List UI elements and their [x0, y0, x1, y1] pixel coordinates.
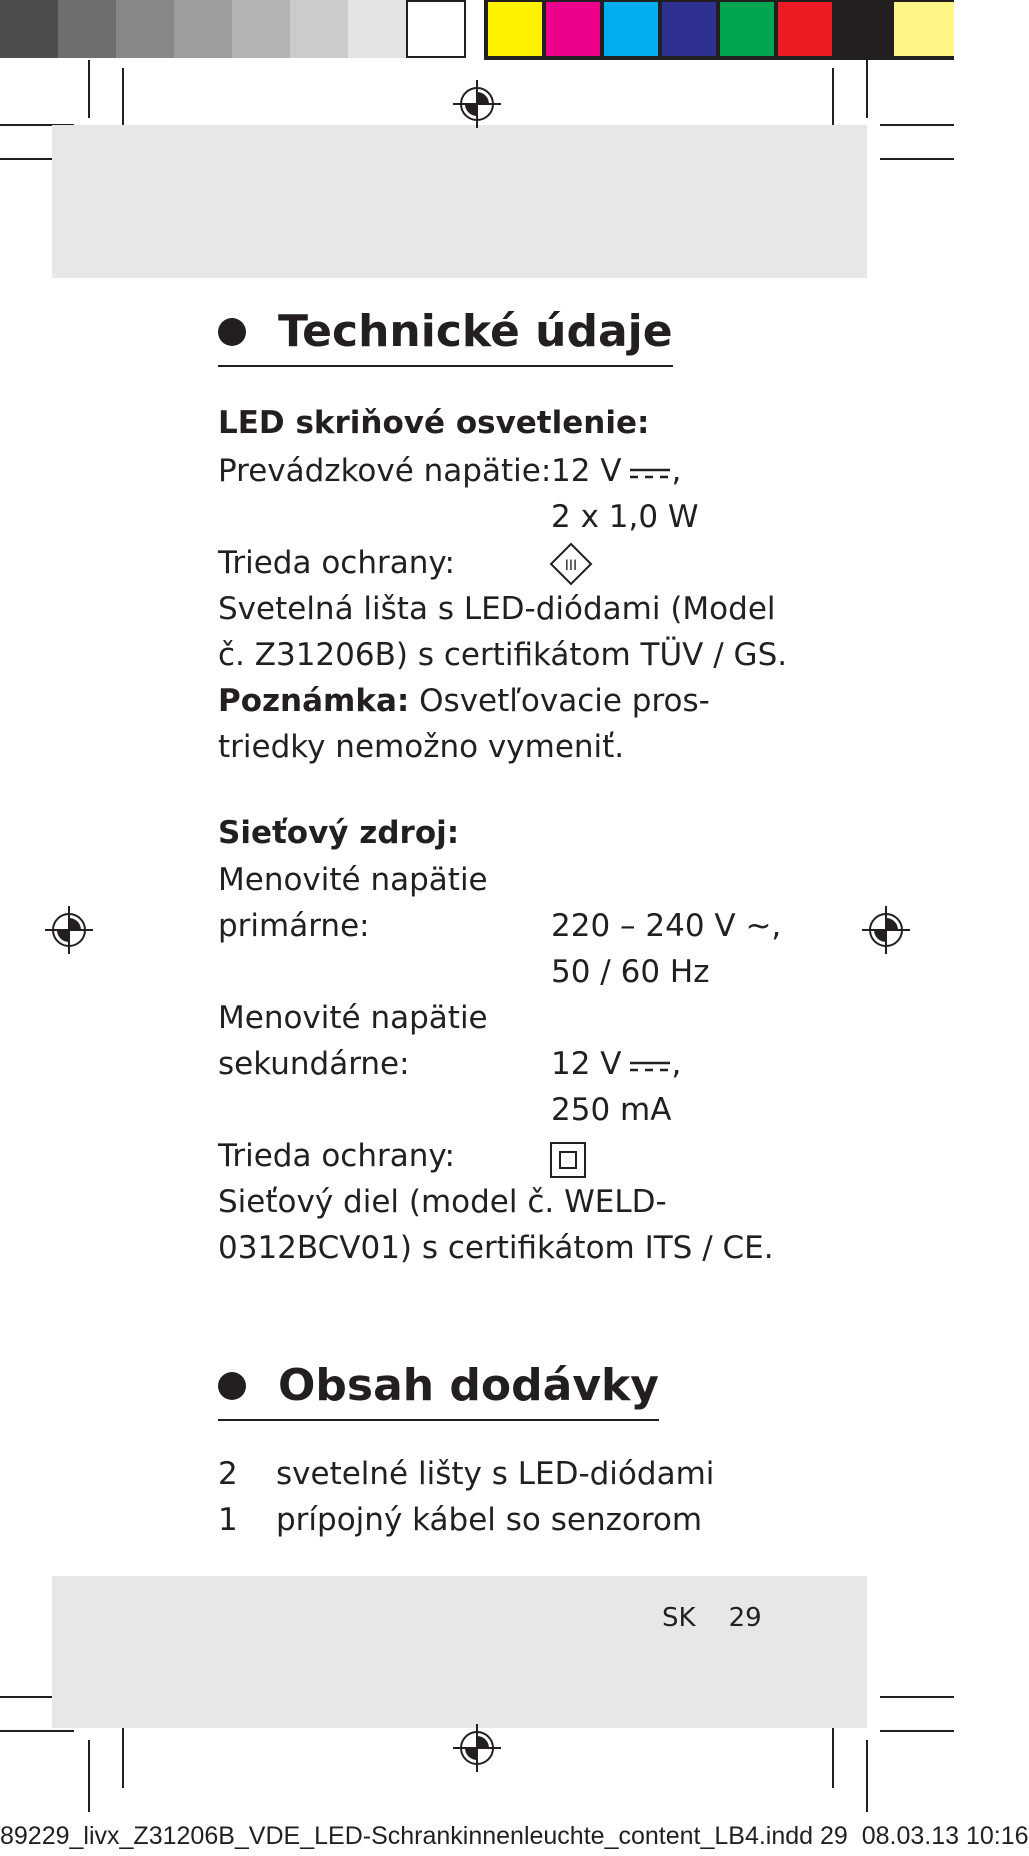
crop-mark: [0, 1730, 74, 1732]
secondary-value-line2: 250 mA: [551, 1092, 672, 1128]
language-code: SK: [662, 1603, 696, 1633]
bullet-icon: [218, 318, 246, 346]
led-cert-line1: Svetelná lišta s LED-diódami (Model: [218, 591, 776, 627]
primary-value-line1: 220 – 240 V ~,: [551, 908, 782, 944]
crop-mark: [122, 68, 124, 132]
dc-symbol-icon: [628, 463, 672, 483]
note-text: Osvetľovacie pros-: [409, 683, 710, 719]
crop-mark: [866, 60, 868, 118]
crop-mark: [880, 1696, 954, 1698]
list-item: [218, 1456, 714, 1492]
dc-symbol-icon: [628, 1056, 672, 1076]
psu-cert-line2: 0312BCV01) s certifikátom ITS / CE.: [218, 1230, 774, 1266]
item-text: svetelné lišty s LED-diódami: [276, 1456, 715, 1492]
crop-mark: [880, 158, 954, 160]
crop-mark: [880, 1730, 954, 1732]
psu-heading: Sieťový zdroj:: [218, 815, 460, 851]
secondary-voltage-text: 12 V: [551, 1046, 622, 1082]
comma: ,: [671, 1046, 682, 1082]
crop-mark: [832, 1724, 834, 1788]
primary-label-line2: primárne:: [218, 908, 370, 944]
black-swatch: [836, 2, 890, 56]
voltage-text: 12 V: [551, 453, 622, 489]
footer-band: [52, 1576, 867, 1728]
gray-swatch: [58, 0, 116, 58]
crop-mark: [880, 124, 954, 126]
comma: ,: [671, 453, 682, 489]
light-yellow-swatch: [894, 2, 954, 56]
gray-swatch: [0, 0, 58, 58]
magenta-swatch: [546, 2, 600, 56]
registration-mark-icon: [45, 906, 93, 954]
secondary-value-line1: [551, 1046, 681, 1082]
blue-swatch: [662, 2, 716, 56]
note-line1: [218, 683, 710, 719]
white-swatch: [406, 0, 466, 58]
page-footer: [662, 1603, 762, 1633]
item-qty: 1: [218, 1502, 238, 1538]
led-cert-line2: č. Z31206B) s certifikátom TÜV / GS.: [218, 637, 788, 673]
primary-label-line1: Menovité napätie: [218, 862, 488, 898]
led-heading: LED skriňové osvetlenie:: [218, 405, 650, 441]
protection-class-label: III: [564, 558, 578, 574]
gray-swatch: [116, 0, 174, 58]
voltage-value: [551, 453, 681, 489]
header-band: [52, 125, 867, 278]
print-slug: [0, 1822, 1029, 1851]
psu-protection-label: Trieda ochrany:: [218, 1138, 455, 1174]
page-number: 29: [728, 1603, 762, 1633]
crop-mark: [88, 1740, 90, 1812]
primary-value-line2: 50 / 60 Hz: [551, 954, 710, 990]
filename: 89229_livx_Z31206B_VDE_LED-Schrankinnenleuchte_content_LB4.indd 29: [0, 1822, 848, 1850]
crop-mark: [866, 1740, 868, 1812]
power-value: 2 x 1,0 W: [551, 499, 699, 535]
section-title: Obsah dodávky: [278, 1360, 659, 1411]
color-calibration-bar: [0, 0, 954, 60]
section-title: Technické údaje: [278, 306, 673, 357]
green-swatch: [720, 2, 774, 56]
registration-mark-icon: [453, 1724, 501, 1772]
timestamp: 08.03.13 10:16: [861, 1822, 1029, 1850]
voltage-label: Prevádzkové napätie:: [218, 453, 552, 489]
bullet-icon: [218, 1372, 246, 1400]
list-item: [218, 1502, 702, 1538]
gray-swatch: [290, 0, 348, 58]
protection-class-iii-icon: [549, 542, 593, 586]
psu-cert-line1: Sieťový diel (model č. WELD-: [218, 1184, 667, 1220]
section-heading-technical-data: [218, 306, 673, 367]
secondary-label-line1: Menovité napätie: [218, 1000, 488, 1036]
cyan-swatch: [604, 2, 658, 56]
red-swatch: [778, 2, 832, 56]
gray-swatch: [348, 0, 406, 58]
item-qty: 2: [218, 1456, 238, 1492]
secondary-label-line2: sekundárne:: [218, 1046, 410, 1082]
protection-class-ii-icon: [549, 1141, 587, 1179]
yellow-swatch: [488, 2, 542, 56]
note-line2: triedky nemožno vymeniť.: [218, 729, 625, 765]
gray-swatch: [174, 0, 232, 58]
registration-mark-icon: [862, 906, 910, 954]
crop-mark: [122, 1724, 124, 1788]
item-text: prípojný kábel so senzorom: [276, 1502, 703, 1538]
protection-label: Trieda ochrany:: [218, 545, 455, 581]
section-heading-package-contents: [218, 1360, 659, 1421]
crop-mark: [832, 68, 834, 132]
note-label: Poznámka:: [218, 683, 410, 719]
gray-swatch: [232, 0, 290, 58]
registration-mark-icon: [453, 80, 501, 128]
crop-mark: [88, 60, 90, 118]
